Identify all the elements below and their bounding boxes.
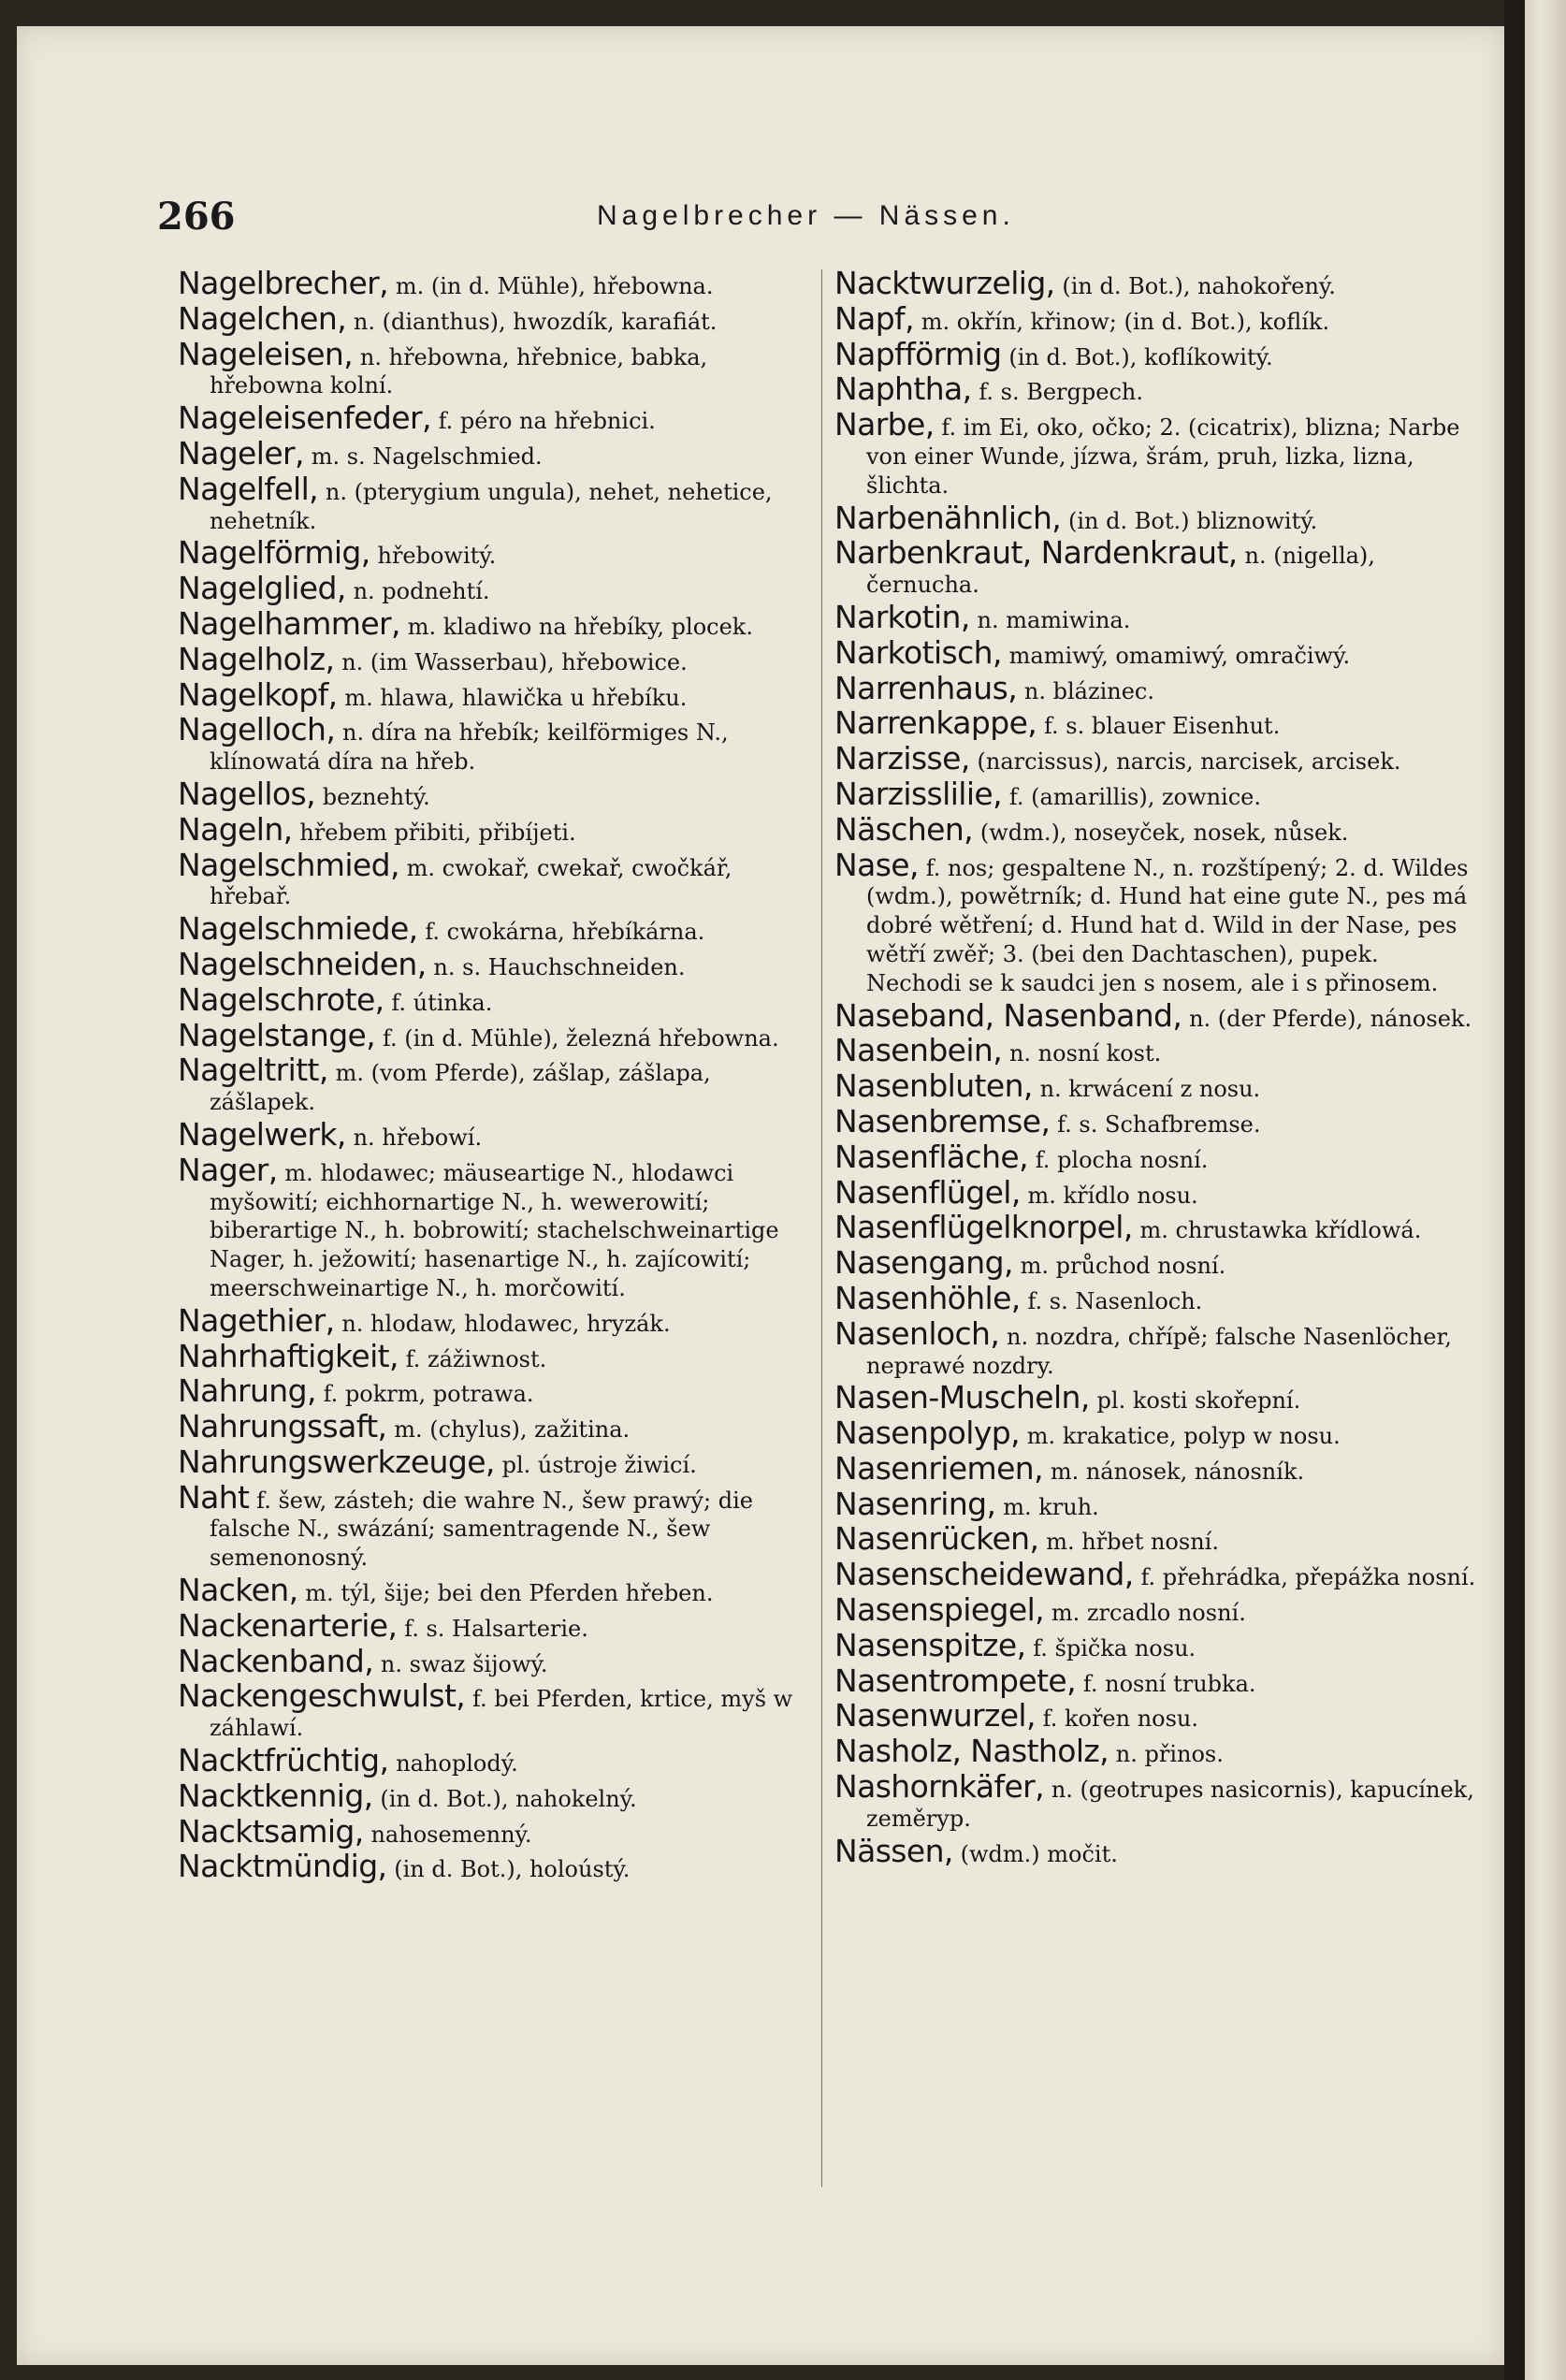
entry-headword: Nagelkopf, xyxy=(178,675,338,713)
dictionary-entry xyxy=(178,1052,814,1117)
entry-headword: Nagelbrecher, xyxy=(178,265,389,301)
dictionary-entry xyxy=(178,434,814,472)
dictionary-entry xyxy=(178,1478,814,1573)
entry-definition: m. s. Nagelschmied. xyxy=(311,443,543,470)
dictionary-entry xyxy=(834,1244,1480,1282)
entry-definition: m. hřbet nosní. xyxy=(1046,1529,1219,1556)
dictionary-entry xyxy=(178,640,814,677)
entry-definition: mamiwý, omamiwý, omračiwý. xyxy=(1008,642,1351,669)
entry-headword: Nacktsamig, xyxy=(178,1812,364,1850)
dictionary-entry xyxy=(834,1626,1480,1663)
entry-definition: f. (amarillis), zownice. xyxy=(1008,783,1262,810)
entry-headword: Nageleisen, xyxy=(178,335,354,372)
entry-headword: Nasenriemen, xyxy=(834,1449,1044,1487)
entry-headword: Narrenhaus, xyxy=(834,669,1018,706)
entry-headword: Nagelschmied, xyxy=(178,846,399,883)
entry-headword: Nageleisenfeder, xyxy=(178,399,431,437)
entry-headword: Nasenrücken, xyxy=(834,1520,1039,1558)
dictionary-entry xyxy=(834,996,1480,1034)
page-header xyxy=(157,195,1486,247)
entry-definition: m. okřín, křinow; (in d. Bot.), koflík. xyxy=(921,308,1330,335)
entry-definition: f. s. Nasenloch. xyxy=(1027,1287,1203,1314)
entry-headword: Naht xyxy=(178,1478,250,1516)
entry-headword: Nasenspitze, xyxy=(834,1626,1026,1663)
left-column xyxy=(178,265,814,1888)
entry-definition: nahosemenný. xyxy=(370,1821,532,1848)
dictionary-entry xyxy=(834,1032,1480,1069)
entry-definition: m. kladiwo na hřebíky, plocek. xyxy=(407,613,753,640)
entry-definition: (in d. Bot.), nahokořený. xyxy=(1062,273,1336,299)
dictionary-entry xyxy=(834,265,1480,301)
entry-headword: Nacktkennig, xyxy=(178,1777,373,1814)
entry-headword: Näschen, xyxy=(834,810,974,848)
dictionary-entry xyxy=(178,604,814,642)
entry-headword: Nager, xyxy=(178,1151,278,1188)
entry-definition: f. im Ei, oko, očko; 2. (cicatrix), blizna; Narbe von einer Wunde, jízwa, šrám, pruh, lizka, lizna, šlichta. xyxy=(866,414,1460,499)
entry-definition: n. (nigella), černucha. xyxy=(866,543,1375,599)
entry-definition: f. (in d. Mühle), železná hřebowna. xyxy=(382,1024,779,1052)
page-number: 266 xyxy=(157,195,236,239)
entry-headword: Narbenkraut, Nardenkraut, xyxy=(834,534,1238,572)
dictionary-entry xyxy=(178,1115,814,1153)
entry-definition: n. hřebowí. xyxy=(353,1124,483,1151)
entry-definition: f. špička nosu. xyxy=(1033,1634,1196,1662)
entry-definition: n. blázinec. xyxy=(1023,677,1155,704)
dictionary-entry xyxy=(178,1606,814,1644)
entry-definition: f. zážiwnost. xyxy=(405,1345,547,1372)
entry-definition: (in d. Bot.), holoústý. xyxy=(394,1856,631,1883)
dictionary-entry xyxy=(834,704,1480,742)
entry-definition: m. cwokař, cwekař, cwočkář, hřebař. xyxy=(210,854,732,910)
entry-headword: Nagelholz, xyxy=(178,640,335,677)
dictionary-entry xyxy=(834,1415,1480,1452)
book-gutter xyxy=(1504,0,1525,2380)
entry-headword: Nacken, xyxy=(178,1572,298,1609)
entry-headword: Narrenkappe, xyxy=(834,704,1037,742)
entry-headword: Narzisse, xyxy=(834,740,970,777)
entry-headword: Nasenhöhle, xyxy=(834,1279,1021,1316)
dictionary-entry xyxy=(178,810,814,848)
dictionary-entry xyxy=(834,1138,1480,1175)
dictionary-entry xyxy=(178,1301,814,1339)
dictionary-entry xyxy=(834,1067,1480,1105)
entry-definition: pl. kosti skořepní. xyxy=(1096,1387,1301,1415)
dictionary-entry xyxy=(834,740,1480,777)
entry-headword: Nackenarterie, xyxy=(178,1606,398,1644)
entry-headword: Nagelhammer, xyxy=(178,604,400,642)
dictionary-entry xyxy=(178,675,814,713)
entry-definition: (in d. Bot.), nahokelný. xyxy=(380,1785,637,1812)
entry-headword: Nasengang, xyxy=(834,1244,1013,1282)
dictionary-entry xyxy=(178,1742,814,1779)
entry-headword: Nasenbein, xyxy=(834,1032,1003,1069)
entry-definition: m. (chylus), zažitina. xyxy=(394,1416,631,1444)
entry-definition: n. (geotrupes nasicornis), kapucínek, zeměryp. xyxy=(866,1777,1474,1832)
dictionary-entry xyxy=(178,910,814,948)
entry-headword: Nagelschmiede, xyxy=(178,910,418,948)
dictionary-entry xyxy=(834,335,1480,372)
entry-headword: Nasenbluten, xyxy=(834,1067,1033,1105)
dictionary-entry xyxy=(834,370,1480,408)
dictionary-entry xyxy=(834,1768,1480,1834)
entry-definition: m. hlodawec; mäuseartige N., hlodawci myšowití; eichhornartige N., h. wewerowití; biberartige N., h. bobrowití; stachelschweinartige Nager, h. ježowití; hasenartige N., h. zajícowití; meerschweinartige N., h. morčowití. xyxy=(210,1159,779,1301)
dictionary-entry xyxy=(834,1173,1480,1211)
entry-definition: m. (vom Pferde), zášlap, zášlapa, zášlapek. xyxy=(210,1060,711,1116)
entry-definition: f. pokrm, potrawa. xyxy=(323,1381,534,1408)
dictionary-entry xyxy=(834,669,1480,706)
entry-headword: Nageln, xyxy=(178,810,293,848)
entry-definition: n. (der Pferde), nánosek. xyxy=(1189,1005,1472,1032)
dictionary-entry xyxy=(834,810,1480,848)
entry-headword: Nasenbremse, xyxy=(834,1102,1051,1139)
dictionary-entry xyxy=(834,1556,1480,1593)
entry-definition: f. kořen nosu. xyxy=(1042,1705,1199,1733)
entry-headword: Nagellos, xyxy=(178,775,315,812)
book-spine xyxy=(1525,0,1566,2380)
entry-definition: (wdm.), noseyček, nosek, nůsek. xyxy=(979,819,1349,846)
entry-headword: Nasenring, xyxy=(834,1485,996,1522)
entry-definition: f. cwokárna, hřebíkárna. xyxy=(425,919,705,946)
entry-headword: Nacktmündig, xyxy=(178,1848,387,1885)
dictionary-entry xyxy=(834,775,1480,812)
entry-headword: Narbenähnlich, xyxy=(834,499,1062,536)
dictionary-entry xyxy=(178,945,814,982)
entry-definition: f. s. Schafbremse. xyxy=(1057,1110,1261,1138)
dictionary-entry xyxy=(178,1443,814,1480)
dictionary-entry xyxy=(834,1591,1480,1629)
entry-definition: (wdm.) močit. xyxy=(960,1840,1118,1867)
dictionary-entry xyxy=(834,1379,1480,1416)
entry-headword: Nasenfläche, xyxy=(834,1138,1028,1175)
entry-definition: f. s. Halsarterie. xyxy=(404,1615,588,1642)
dictionary-entry xyxy=(178,265,814,301)
entry-headword: Nagelwerk, xyxy=(178,1115,346,1153)
entry-headword: Nagelloch, xyxy=(178,711,336,748)
entry-headword: Nashornkäfer, xyxy=(834,1768,1045,1806)
entry-definition: n. podnehtí. xyxy=(353,578,490,605)
dictionary-entry xyxy=(178,399,814,437)
entry-definition: f. plocha nosní. xyxy=(1035,1146,1209,1173)
entry-definition: m. křídlo nosu. xyxy=(1027,1182,1198,1209)
dictionary-entry xyxy=(178,711,814,776)
entry-headword: Naseband, Nasenband, xyxy=(834,996,1182,1034)
entry-headword: Nasenscheidewand, xyxy=(834,1556,1134,1593)
right-column xyxy=(834,265,1480,1872)
entry-definition: hřebowitý. xyxy=(377,543,497,570)
dictionary-entry xyxy=(834,1102,1480,1139)
dictionary-entry xyxy=(834,1279,1480,1316)
dictionary-entry xyxy=(178,534,814,572)
dictionary-entry xyxy=(834,1485,1480,1522)
dictionary-entry xyxy=(178,1848,814,1885)
dictionary-entry xyxy=(834,1697,1480,1734)
entry-headword: Napf, xyxy=(834,299,914,337)
dictionary-entry xyxy=(834,1832,1480,1869)
entry-headword: Nasenspiegel, xyxy=(834,1591,1045,1629)
entry-headword: Narbe, xyxy=(834,406,935,443)
entry-headword: Nageler, xyxy=(178,434,304,472)
entry-headword: Narkotin, xyxy=(834,598,970,635)
entry-headword: Nackenband, xyxy=(178,1642,374,1679)
entry-definition: f. s. blauer Eisenhut. xyxy=(1044,713,1281,740)
dictionary-entry xyxy=(834,499,1480,536)
dictionary-entry xyxy=(834,598,1480,635)
running-head: Nagelbrecher — Nässen. xyxy=(597,200,1015,231)
entry-definition: f. přehrádka, přepážka nosní. xyxy=(1140,1564,1476,1591)
entry-headword: Nasenwurzel, xyxy=(834,1697,1036,1734)
dictionary-entry xyxy=(178,1572,814,1609)
entry-headword: Nageltritt, xyxy=(178,1052,328,1089)
dictionary-entry xyxy=(178,1372,814,1410)
dictionary-entry xyxy=(178,470,814,536)
dictionary-entry xyxy=(178,299,814,337)
entry-headword: Napfförmig xyxy=(834,335,1002,372)
entry-headword: Naphtha, xyxy=(834,370,972,408)
dictionary-entry xyxy=(178,1016,814,1053)
entry-definition: n. nozdra, chřípě; falsche Nasenlöcher, neprawé nozdry. xyxy=(866,1323,1452,1379)
entry-headword: Nasenflügelknorpel, xyxy=(834,1209,1133,1246)
entry-definition: f. nosní trubka. xyxy=(1082,1670,1256,1697)
entry-definition: f. nos; gespaltene N., n. rozštípený; 2. d. Wildes (wdm.), powětrník; d. Hund hat eine gute N., pes má dobré wětření; d. Hund hat d. Wild in der Nase, pes wětří zwěř; 3. (bei den Dachtaschen), pupek. Nechodi se k saudci jen s nosem, ale i s přinosem. xyxy=(866,854,1469,996)
entry-definition: m. hlawa, hlawička u hřebíku. xyxy=(344,684,688,711)
entry-headword: Nasen-Muscheln, xyxy=(834,1379,1090,1416)
dictionary-entry xyxy=(178,1777,814,1814)
entry-definition: n. krwácení z nosu. xyxy=(1039,1076,1261,1103)
entry-definition: m. týl, šije; bei den Pferden hřeben. xyxy=(305,1580,714,1607)
dictionary-entry xyxy=(178,1642,814,1679)
dictionary-entry xyxy=(834,299,1480,337)
dictionary-entry xyxy=(178,570,814,607)
entry-definition: f. s. Bergpech. xyxy=(979,379,1143,406)
dictionary-entry xyxy=(834,1520,1480,1558)
entry-headword: Nahrhaftigkeit, xyxy=(178,1337,399,1374)
entry-headword: Nasholz, Nastholz, xyxy=(834,1733,1109,1770)
entry-definition: f. útinka. xyxy=(391,989,493,1016)
entry-definition: n. hřebowna, hřebnice, babka, hřebowna kolní. xyxy=(210,343,708,399)
entry-definition: m. nánosek, nánosník. xyxy=(1050,1458,1305,1485)
entry-definition: beznehtý. xyxy=(322,783,430,810)
entry-definition: m. (in d. Mühle), hřebowna. xyxy=(395,273,714,299)
dictionary-entry xyxy=(834,633,1480,671)
entry-definition: m. zrcadlo nosní. xyxy=(1051,1600,1246,1627)
entry-definition: n. díra na hřebík; keilförmiges N., klínowatá díra na hřeb. xyxy=(210,719,729,776)
entry-headword: Nahrungssaft, xyxy=(178,1408,387,1445)
dictionary-entry xyxy=(834,1314,1480,1381)
dictionary-entry xyxy=(834,1662,1480,1699)
entry-headword: Nagelförmig, xyxy=(178,534,370,572)
entry-headword: Nagethier, xyxy=(178,1301,335,1339)
dictionary-entry xyxy=(178,1337,814,1374)
entry-definition: m. krakatice, polyp w nosu. xyxy=(1026,1423,1341,1450)
entry-definition: m. kruh. xyxy=(1003,1493,1099,1520)
dictionary-entry xyxy=(178,980,814,1018)
entry-definition: m. průchod nosní. xyxy=(1020,1253,1226,1280)
entry-definition: n. (dianthus), hwozdík, karafiát. xyxy=(353,308,718,335)
dictionary-entry xyxy=(178,1408,814,1445)
dictionary-entry xyxy=(178,1812,814,1850)
dictionary-entry xyxy=(834,1733,1480,1770)
entry-definition: f. bei Pferden, krtice, myš w záhlawí. xyxy=(210,1686,793,1742)
entry-headword: Nahrungswerkzeuge, xyxy=(178,1443,495,1480)
entry-definition: n. mamiwina. xyxy=(977,606,1131,633)
entry-definition: n. s. Hauchschneiden. xyxy=(433,953,686,980)
entry-headword: Nasenloch, xyxy=(834,1314,1000,1352)
entry-definition: (in d. Bot.), koflíkowitý. xyxy=(1008,343,1273,370)
column-divider xyxy=(821,269,822,2187)
dictionary-entry xyxy=(178,775,814,812)
dictionary-entry xyxy=(834,846,1480,998)
entry-headword: Nacktfrüchtig, xyxy=(178,1742,389,1779)
entry-headword: Nagelstange, xyxy=(178,1016,376,1053)
entry-definition: f. šew, zásteh; die wahre N., šew prawý; die falsche N., swázání; samentragende N., šew semenonosný. xyxy=(210,1487,753,1572)
entry-definition: n. hlodaw, hlodawec, hryzák. xyxy=(341,1310,671,1337)
dictionary-entry xyxy=(178,1677,814,1743)
entry-definition: hřebem přibiti, přibíjeti. xyxy=(299,819,576,846)
dictionary-entry xyxy=(834,406,1480,500)
entry-definition: n. (pterygium ungula), nehet, nehetice, nehetník. xyxy=(210,478,773,534)
entry-definition: f. péro na hřebnici. xyxy=(438,408,656,435)
entry-definition: pl. ústroje žiwicí. xyxy=(501,1451,697,1478)
entry-headword: Nagelchen, xyxy=(178,299,347,337)
dictionary-entry xyxy=(834,1449,1480,1487)
entry-definition: n. (im Wasserbau), hřebowice. xyxy=(341,648,688,675)
entry-headword: Nagelfell, xyxy=(178,470,319,507)
dictionary-entry xyxy=(178,846,814,912)
dictionary-entry xyxy=(834,534,1480,600)
entry-definition: m. chrustawka křídlowá. xyxy=(1139,1217,1422,1244)
entry-definition: nahoplodý. xyxy=(396,1750,518,1778)
entry-headword: Narkotisch, xyxy=(834,633,1002,671)
entry-headword: Nahrung, xyxy=(178,1372,316,1410)
entry-headword: Nagelschrote, xyxy=(178,980,384,1018)
entry-headword: Narzisslilie, xyxy=(834,775,1003,812)
entry-headword: Nässen, xyxy=(834,1832,953,1869)
entry-headword: Nackengeschwulst, xyxy=(178,1677,466,1715)
entry-headword: Nasenflügel, xyxy=(834,1173,1021,1211)
entry-headword: Nagelglied, xyxy=(178,570,346,607)
dictionary-entry xyxy=(834,1209,1480,1246)
entry-definition: (in d. Bot.) bliznowitý. xyxy=(1067,507,1318,534)
entry-headword: Nagelschneiden, xyxy=(178,945,427,982)
dictionary-entry xyxy=(178,1151,814,1303)
entry-definition: n. přinos. xyxy=(1115,1741,1224,1768)
entry-definition: (narcissus), narcis, narcisek, arcisek. xyxy=(977,748,1401,776)
entry-headword: Nase, xyxy=(834,846,919,883)
entry-headword: Nacktwurzelig, xyxy=(834,265,1055,301)
entry-definition: n. swaz šijowý. xyxy=(380,1650,548,1677)
entry-headword: Nasentrompete, xyxy=(834,1662,1077,1699)
dictionary-entry xyxy=(178,335,814,401)
entry-headword: Nasenpolyp, xyxy=(834,1415,1020,1452)
entry-definition: n. nosní kost. xyxy=(1008,1040,1162,1067)
